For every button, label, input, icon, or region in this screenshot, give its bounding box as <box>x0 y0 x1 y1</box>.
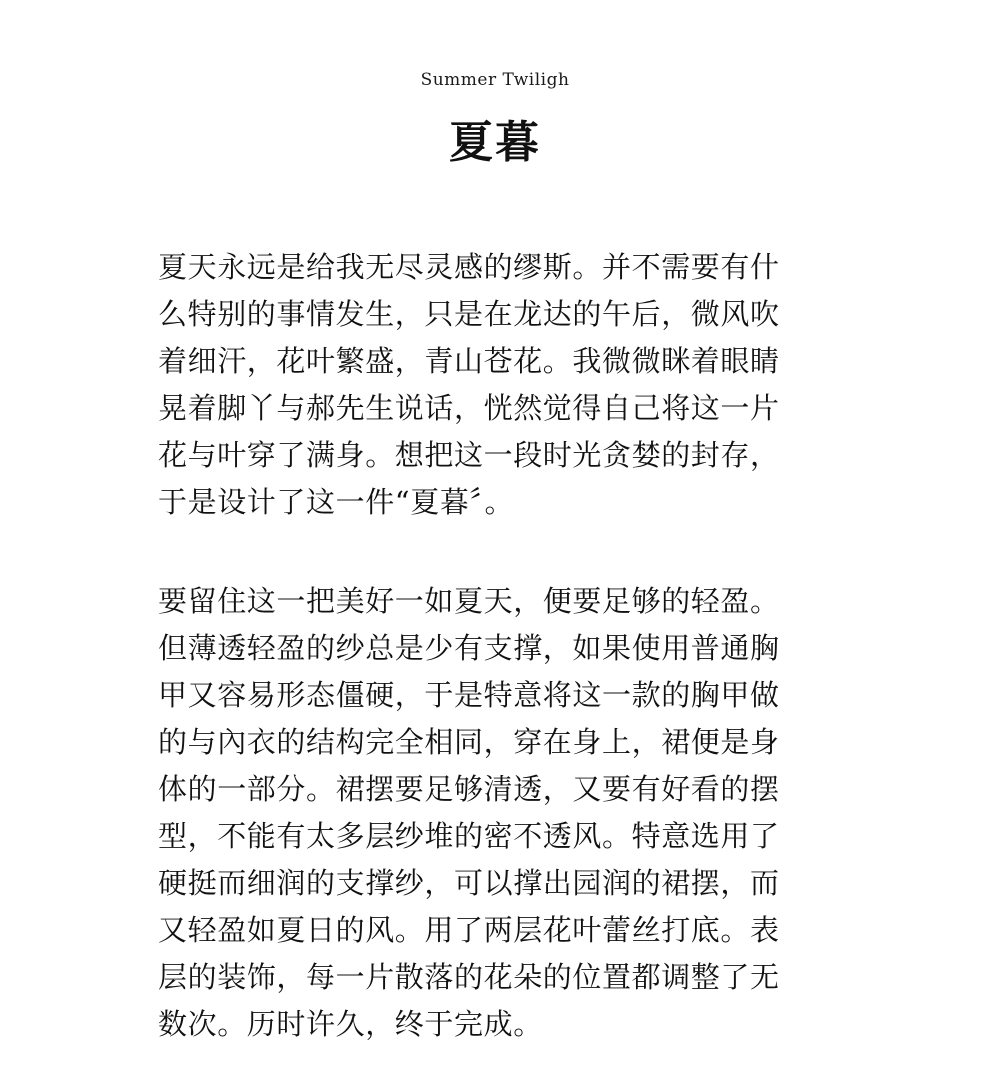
paragraph-line: 但薄透轻盈的纱总是少有支撑，如果使用普通胸 <box>158 631 780 665</box>
paragraph-line: 硬挺而细润的支撑纱，可以撑出园润的裙摆，而 <box>158 866 780 900</box>
paragraph-line: 么特别的事情发生，只是在龙达的午后，微风吹 <box>158 297 780 331</box>
paragraph-line: 又轻盈如夏日的风。用了两层花叶蕾丝打底。表 <box>158 913 780 947</box>
paragraph-line: 要留住这一把美好一如夏天，便要足够的轻盈。 <box>158 584 780 618</box>
paragraph-line: 晃着脚丫与郝先生说话，恍然觉得自己将这一片 <box>158 391 780 425</box>
paragraph-line: 体的一部分。裙摆要足够清透，又要有好看的摆 <box>158 772 780 806</box>
paragraph-line: 数次。历时许久，终于完成。 <box>158 1007 543 1041</box>
page-title: 夏暮 <box>449 117 541 168</box>
paragraph-line: 花与叶穿了满身。想把这一段时光贪婪的封存， <box>158 438 780 472</box>
paragraph-line: 甲又容易形态僵硬，于是特意将这一款的胸甲做 <box>158 678 780 712</box>
paragraph-1 <box>158 244 838 526</box>
paragraph-line: 夏天永远是给我无尽灵感的缪斯。并不需要有什 <box>158 250 780 284</box>
paragraph-line: 层的装饰，每一片散落的花朵的位置都调整了无 <box>158 960 780 994</box>
paragraph-line: 着细汗，花叶繁盛，青山苍花。我微微眯着眼睛 <box>158 344 780 378</box>
paragraph-line: 于是设计了这一件“夏暮〞。 <box>158 485 515 519</box>
paragraph-line: 型，不能有太多层纱堆的密不透风。特意选用了 <box>158 819 780 853</box>
paragraph-2 <box>158 578 838 1048</box>
page-subtitle: Summer Twiligh <box>420 70 570 90</box>
paragraph-line: 的与內衣的结构完全相同，穿在身上，裙便是身 <box>158 725 780 759</box>
